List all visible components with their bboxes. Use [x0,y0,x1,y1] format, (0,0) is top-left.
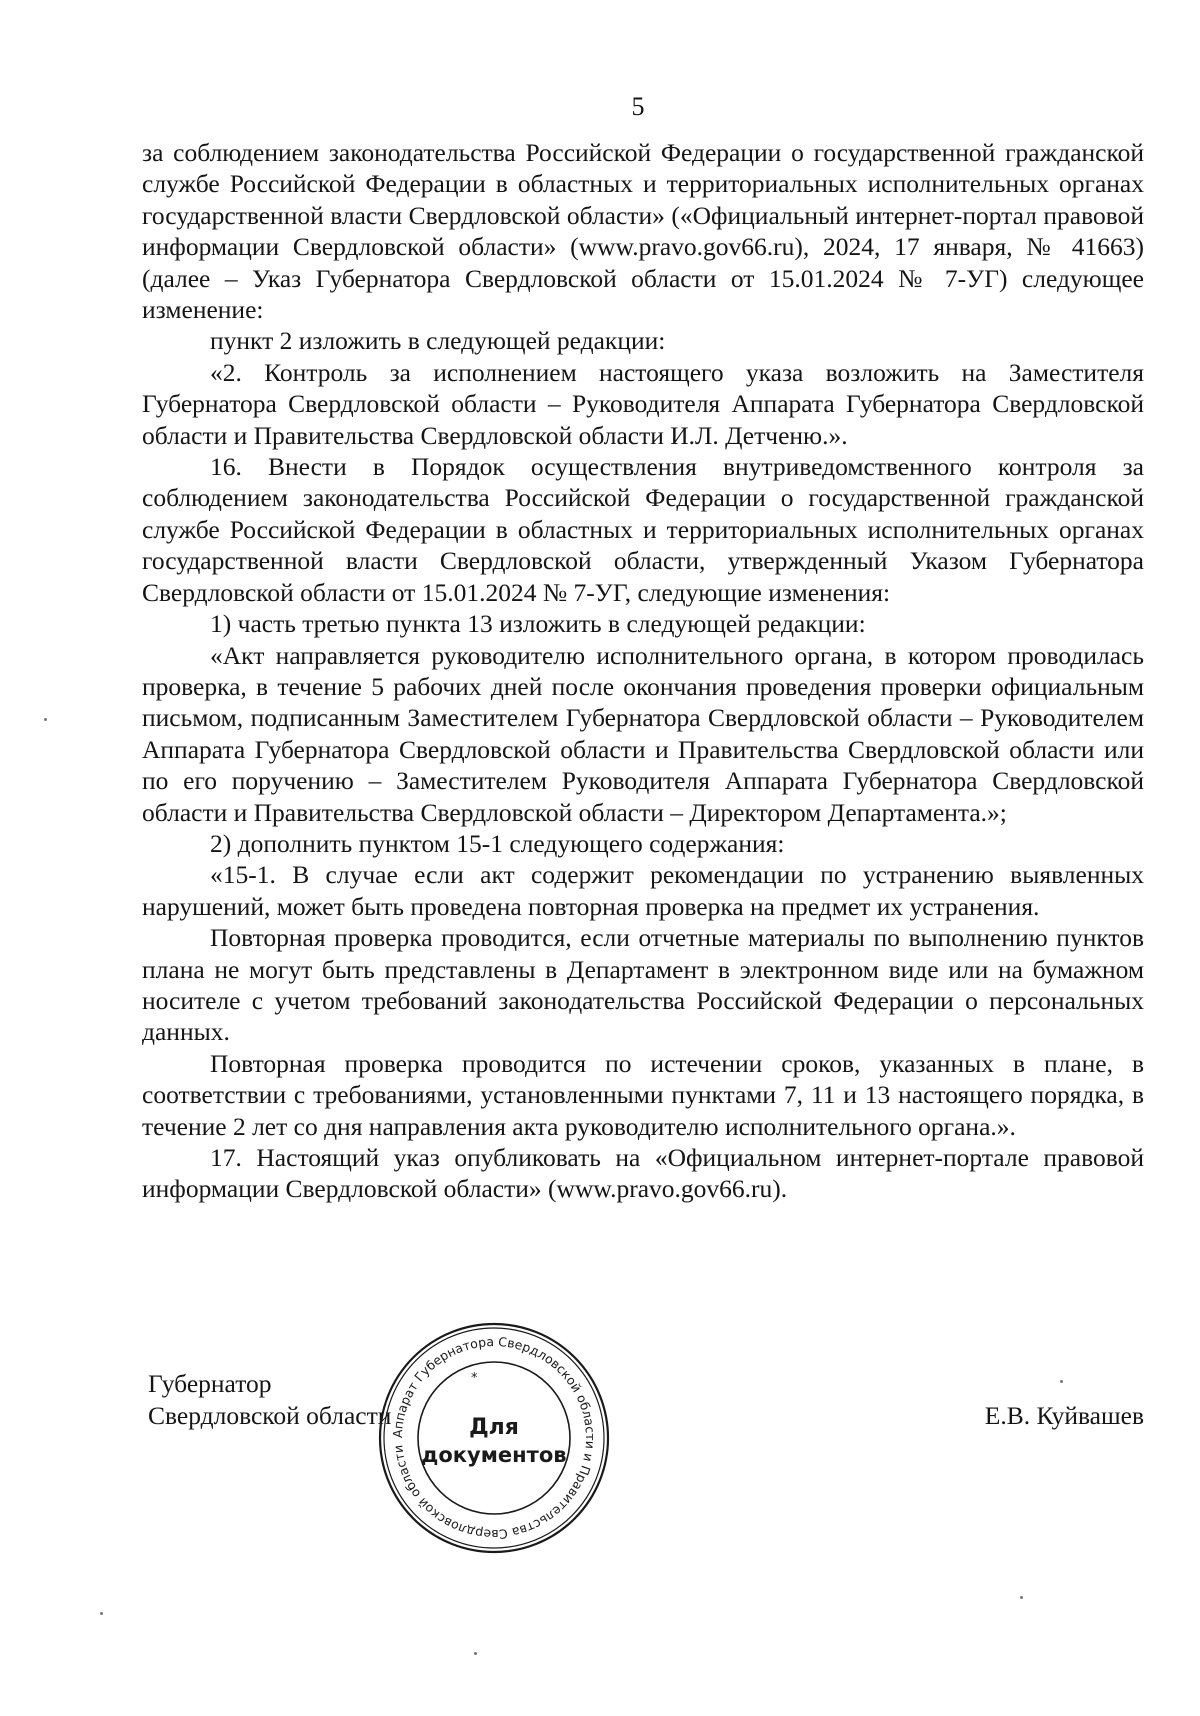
official-stamp [376,1320,612,1556]
stamp-center-line2: документов [421,1443,567,1467]
scan-speck [1020,1596,1023,1599]
paragraph: «2. Контроль за исполнением настоящего указа возложить на Заместителя Губернатора Свердловской области – Руководителя Аппарата Губернатора Свердловской области и Правительства Свердловской области И.Л. Детченю.». [142,357,1144,450]
document-body [142,137,1144,1205]
paragraph: «Акт направляется руководителю исполнительного органа, в котором проводилась проверка, в течение 5 рабочих дней после окончания проведения проверки официальным письмом, подписанным Заместителем Губернатора Свердловской области – Руководителем Аппарата Губернатора Свердловской области и Правительства Свердловской области или по его поручению – Заместителем Руководителя Аппарата Губернатора Свердловской области и Правительства Свердловской области – Директором Департамента.»; [142,640,1144,827]
paragraph: 1) часть третью пункта 13 изложить в следующей редакции: [210,609,866,639]
paragraph: 16. Внести в Порядок осуществления внутриведомственного контроля за соблюдением законодательства Российской Федерации о государственной гражданской службе Российской Федерации в областных и территориальных исполнительных органах государственной власти Свердловской области, утвержденный Указом Губернатора Свердловской области от 15.01.2024 № 7-УГ, следующие изменения: [142,452,1144,607]
signatory-title-line1: Губернатор [148,1369,272,1398]
paragraph: 2) дополнить пунктом 15-1 следующего содержания: [210,828,785,858]
scan-speck [474,1652,477,1655]
paragraph-continuation: за соблюдением законодательства Российской Федерации о государственной гражданской службе Российской Федерации в областных и территориальных исполнительных органах государственной власти Свердловской области» («Официальный интернет-портал правовой информации Свердловской области» (www.pravo.gov66.ru), 2024, 17 января, № 41663) (далее – Указ Губернатора Свердловской области от 15.01.2024 № 7-УГ) следующее изменение: [142,138,1144,325]
paragraph: 17. Настоящий указ опубликовать на «Официальном интернет-портале правовой информации Свердловской области» (www.pravo.gov66.ru). [142,1143,1144,1204]
signatory-name: Е.В. Куйвашев [984,1401,1144,1430]
scan-speck [1060,1380,1063,1383]
paragraph: «15-1. В случае если акт содержит рекомендации по устранению выявленных нарушений, может быть проведена повторная проверка на предмет их устранения. [142,860,1144,921]
signatory-title-line2: Свердловской области [148,1401,392,1430]
page-number: 5 [631,92,645,121]
paragraph: Повторная проверка проводится по истечении сроков, указанных в плане, в соответствии с требованиями, установленными пунктами 7, 11 и 13 настоящего порядка, в течение 2 лет со дня направления акта руководителю исполнительного органа.». [142,1048,1144,1141]
stamp-star-icon: * [471,1371,478,1386]
stamp-ring-textpath: Аппарат Губернатора Свердловской области и Правительства Свердловской области [389,1333,599,1543]
signatory-title [148,1368,391,1432]
scan-speck [44,718,47,721]
paragraph: пункт 2 изложить в следующей редакции: [210,326,666,356]
paragraph: Повторная проверка проводится, если отчетные материалы по выполнению пунктов плана не могут быть представлены в Департамент в электронном виде или на бумажном носителе с учетом требований законодательства Российской Федерации о персональных данных. [142,923,1144,1047]
scan-speck [100,1612,103,1615]
stamp-center-line1: Для [469,1415,519,1440]
